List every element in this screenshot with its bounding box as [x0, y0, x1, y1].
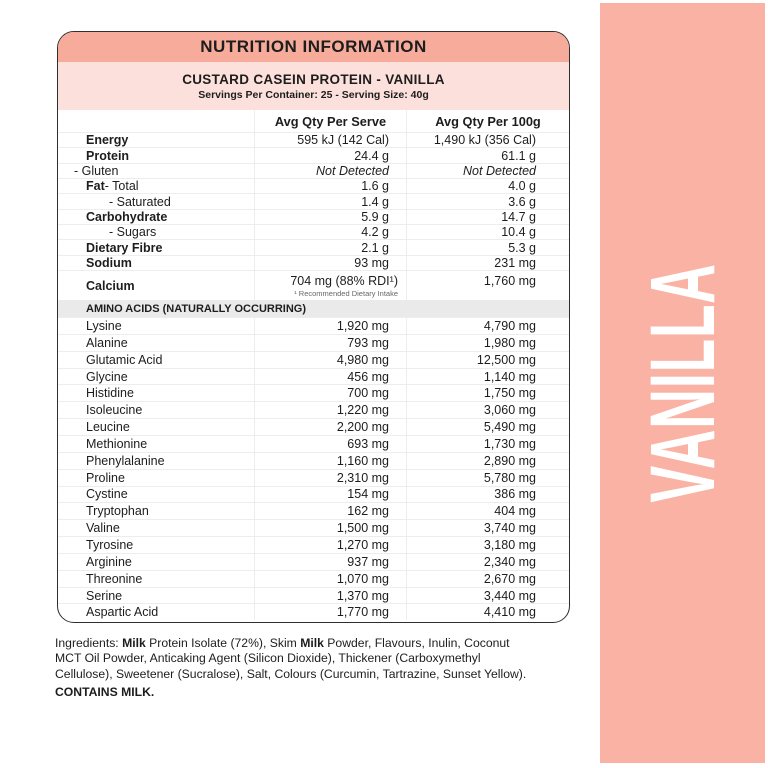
- amino-acid-name: Threonine: [86, 571, 143, 586]
- nutrition-title-band: [58, 32, 569, 62]
- value-per-100g: 10.4 g: [406, 225, 569, 239]
- value-per-100g: 3,060 mg: [406, 402, 569, 418]
- amino-acid-name: Methionine: [86, 436, 148, 451]
- value-per-100g: 12,500 mg: [406, 352, 569, 368]
- value-per-serve: 1,220 mg: [254, 402, 406, 418]
- nutrient-row: [58, 147, 569, 162]
- amino-acid-row: [58, 351, 569, 368]
- amino-acid-name: Tryptophan: [86, 504, 149, 519]
- value-per-100g: 1,490 kJ (356 Cal): [406, 133, 569, 147]
- nutrient-name: Dietary Fibre: [86, 240, 163, 255]
- amino-acid-row: [58, 519, 569, 536]
- value-per-100g: 1,140 mg: [406, 369, 569, 385]
- amino-acid-row: [58, 469, 569, 486]
- ingredients-line: MCT Oil Powder, Anticaking Agent (Silicon Dioxide), Thickener (Carboxymethyl: [55, 651, 481, 666]
- value-per-serve: 1,920 mg: [254, 318, 406, 334]
- nutrient-rows: [58, 132, 569, 300]
- nutrient-name: Sodium: [86, 255, 132, 270]
- value-per-serve: Not Detected: [254, 164, 406, 178]
- value-per-serve: 2,200 mg: [254, 419, 406, 435]
- nutrition-title: NUTRITION INFORMATION: [200, 37, 427, 56]
- value-per-serve: 93 mg: [254, 256, 406, 270]
- amino-acid-row: [58, 587, 569, 604]
- nutrient-row: [58, 178, 569, 193]
- value-per-serve: 1,500 mg: [254, 520, 406, 536]
- nutrient-name: Protein: [86, 148, 130, 163]
- nutrient-row: [58, 163, 569, 178]
- nutrition-label-card: [57, 31, 570, 623]
- value-per-100g: 386 mg: [406, 487, 569, 503]
- amino-acid-row: [58, 317, 569, 334]
- servings-info: Servings Per Container: 25 - Serving Size: 40g: [198, 88, 429, 101]
- value-per-serve: 4,980 mg: [254, 352, 406, 368]
- amino-acid-row: [58, 570, 569, 587]
- value-per-serve: 693 mg: [254, 436, 406, 452]
- amino-acid-name: Arginine: [86, 554, 132, 569]
- amino-acid-name: Alanine: [86, 335, 128, 350]
- value-per-100g: 61.1 g: [406, 148, 569, 162]
- value-per-serve: 2,310 mg: [254, 470, 406, 486]
- value-per-100g: Not Detected: [406, 164, 569, 178]
- value-per-serve: 162 mg: [254, 503, 406, 519]
- value-per-100g: 231 mg: [406, 256, 569, 270]
- amino-acid-row: [58, 603, 569, 620]
- ingredients-paragraph: [55, 636, 585, 701]
- amino-acid-name: Serine: [86, 588, 123, 603]
- value-per-serve: 4.2 g: [254, 225, 406, 239]
- value-per-100g: 3,440 mg: [406, 588, 569, 604]
- amino-acid-row: [58, 418, 569, 435]
- value-per-100g: 4,790 mg: [406, 318, 569, 334]
- amino-acid-name: Valine: [86, 521, 120, 536]
- value-per-serve: 937 mg: [254, 554, 406, 570]
- value-per-serve: 700 mg: [254, 385, 406, 401]
- amino-acid-name: Lysine: [86, 319, 122, 334]
- value-per-serve: 793 mg: [254, 335, 406, 351]
- amino-acid-row: [58, 384, 569, 401]
- value-per-100g: 3,740 mg: [406, 520, 569, 536]
- amino-acid-name: Phenylalanine: [86, 453, 165, 468]
- nutrient-name: Calcium: [86, 278, 135, 293]
- product-name: CUSTARD CASEIN PROTEIN - VANILLA: [182, 71, 445, 87]
- value-per-serve: 1.4 g: [254, 194, 406, 208]
- value-per-serve: 704 mg (88% RDI¹) ¹ Recommended Dietary Intake: [254, 271, 406, 300]
- value-per-100g: 5,490 mg: [406, 419, 569, 435]
- nutrient-name: - Saturated: [109, 194, 171, 209]
- value-per-100g: 1,980 mg: [406, 335, 569, 351]
- amino-acid-row: [58, 536, 569, 553]
- flavor-label: VANILLA: [631, 263, 734, 503]
- value-per-100g: 1,730 mg: [406, 436, 569, 452]
- amino-acid-name: Isoleucine: [86, 403, 143, 418]
- amino-acid-row: [58, 368, 569, 385]
- value-per-serve: 1.6 g: [254, 179, 406, 193]
- nutrient-name: Fat - Total: [86, 179, 139, 194]
- value-per-100g: 2,670 mg: [406, 571, 569, 587]
- value-per-100g: 4.0 g: [406, 179, 569, 193]
- amino-acid-name: Glycine: [86, 369, 128, 384]
- value-per-100g: 1,760 mg: [406, 271, 569, 300]
- value-per-100g: 2,890 mg: [406, 453, 569, 469]
- value-per-serve: 154 mg: [254, 487, 406, 503]
- amino-acid-row: [58, 452, 569, 469]
- rdi-footnote: ¹ Recommended Dietary Intake: [294, 288, 398, 298]
- ingredients-line: Cellulose), Sweetener (Sucralose), Salt, Colours (Curcumin, Tartrazine, Sunset Yellow).: [55, 666, 527, 681]
- value-per-100g: 4,410 mg: [406, 604, 569, 620]
- amino-acid-name: Tyrosine: [86, 537, 134, 552]
- value-per-100g: 1,750 mg: [406, 385, 569, 401]
- amino-acid-name: Aspartic Acid: [86, 605, 159, 620]
- nutrient-name: - Gluten: [74, 163, 119, 178]
- amino-acid-name: Cystine: [86, 487, 128, 502]
- nutrient-row: [58, 239, 569, 254]
- value-per-serve: 595 kJ (142 Cal): [254, 133, 406, 147]
- value-per-serve: 1,270 mg: [254, 537, 406, 553]
- ingredients-line: CONTAINS MILK.: [55, 685, 155, 700]
- value-per-serve: 1,770 mg: [254, 604, 406, 620]
- nutrient-name: - Sugars: [109, 225, 157, 240]
- value-per-100g: 3.6 g: [406, 194, 569, 208]
- nutrient-row: [58, 193, 569, 208]
- amino-acid-row: [58, 502, 569, 519]
- product-band: [58, 62, 569, 110]
- value-per-100g: 2,340 mg: [406, 554, 569, 570]
- amino-acid-name: Glutamic Acid: [86, 352, 163, 367]
- amino-acid-row: [58, 435, 569, 452]
- value-per-serve: 1,070 mg: [254, 571, 406, 587]
- amino-acids-heading: AMINO ACIDS (NATURALLY OCCURRING): [58, 300, 569, 317]
- nutrient-name: Energy: [86, 133, 129, 148]
- value-per-serve: 24.4 g: [254, 148, 406, 162]
- nutrient-row: [58, 132, 569, 147]
- value-per-100g: 5,780 mg: [406, 470, 569, 486]
- value-per-serve: 456 mg: [254, 369, 406, 385]
- amino-acid-name: Proline: [86, 470, 125, 485]
- amino-acid-name: Leucine: [86, 420, 130, 435]
- amino-acid-row: [58, 553, 569, 570]
- nutrient-name: Carbohydrate: [86, 209, 168, 224]
- amino-acid-rows: [58, 317, 569, 620]
- value-per-serve: 5.9 g: [254, 210, 406, 224]
- ingredients-line: Ingredients: Milk Protein Isolate (72%), Skim Milk Powder, Flavours, Inulin, Coconut: [55, 636, 510, 650]
- flavor-band: [600, 3, 765, 763]
- value-per-100g: 5.3 g: [406, 240, 569, 254]
- table-header-row: [58, 110, 569, 132]
- amino-acid-row: [58, 401, 569, 418]
- amino-acid-row: [58, 486, 569, 503]
- nutrient-row: [58, 224, 569, 239]
- value-per-serve: 2.1 g: [254, 240, 406, 254]
- amino-acid-name: Histidine: [86, 386, 134, 401]
- nutrient-row: [58, 209, 569, 224]
- value-per-100g: 14.7 g: [406, 210, 569, 224]
- value-per-100g: 3,180 mg: [406, 537, 569, 553]
- value-per-100g: 404 mg: [406, 503, 569, 519]
- amino-acid-row: [58, 334, 569, 351]
- nutrient-row: [58, 270, 569, 300]
- value-per-serve: 1,160 mg: [254, 453, 406, 469]
- column-header-serve: Avg Qty Per Serve: [254, 110, 406, 132]
- nutrient-row: [58, 255, 569, 270]
- value-per-serve: 1,370 mg: [254, 588, 406, 604]
- column-header-100g: Avg Qty Per 100g: [406, 110, 569, 132]
